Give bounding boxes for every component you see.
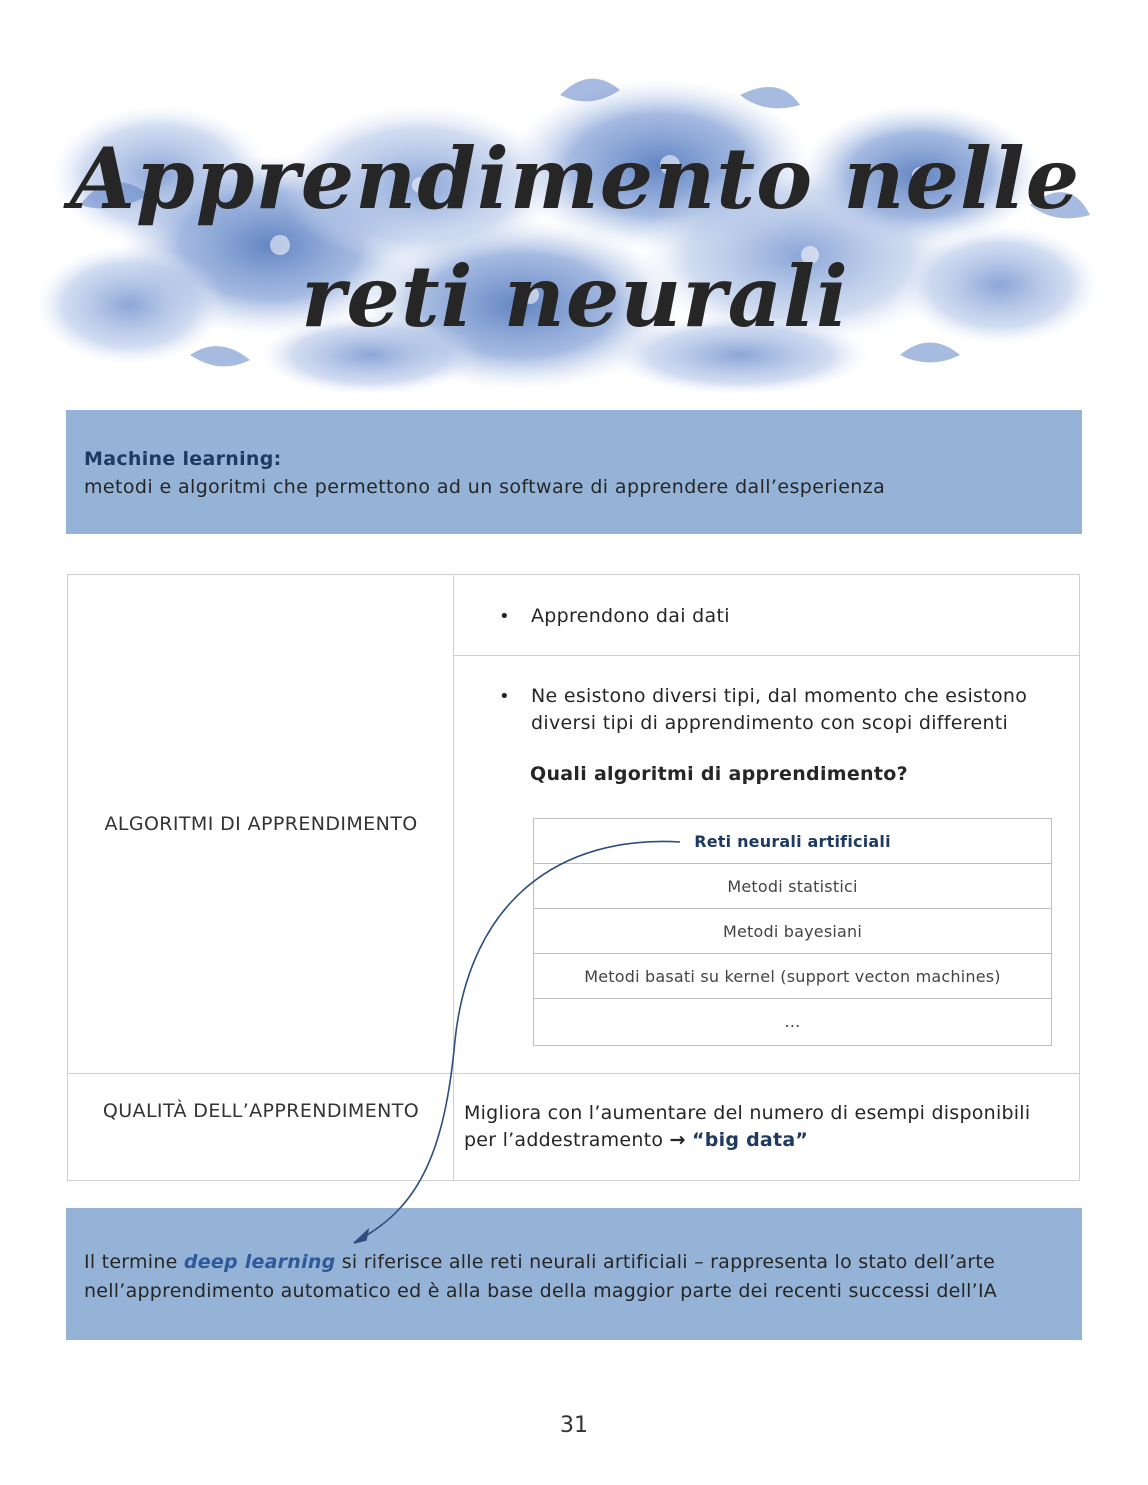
page-number: 31 <box>560 1413 588 1438</box>
quality-text-line1: Migliora con l’aumentare del numero di esempi disponibili <box>464 1102 1031 1124</box>
deep-learning-emphasis: deep learning <box>183 1251 336 1273</box>
deep-learning-line1: si riferisce alle reti neurali artificiali – rappresenta lo stato dell’arte <box>335 1251 996 1273</box>
algorithm-row: Metodi bayesiani <box>534 909 1051 954</box>
algorithm-row: Metodi basati su kernel (support vecton machines) <box>534 954 1051 999</box>
learning-algorithms-table <box>67 574 1080 1181</box>
bullet-item <box>499 603 730 630</box>
right-arrow-icon: → <box>669 1129 686 1151</box>
bullet-dot-icon: • <box>499 686 510 707</box>
algorithm-row: Metodi statistici <box>534 864 1051 909</box>
machine-learning-definition-box <box>66 410 1082 534</box>
page-title-line1: Apprendimento nelle <box>69 129 1081 228</box>
machine-learning-term: Machine learning: <box>84 448 282 470</box>
algorithm-row: Reti neurali artificiali <box>534 819 1051 864</box>
bullet-item <box>499 683 1028 737</box>
deep-learning-prefix: Il termine <box>84 1251 184 1273</box>
bullet-text: Apprendono dai dati <box>531 605 730 627</box>
bullet-text-line2: diversi tipi di apprendimento con scopi differenti <box>531 712 1009 734</box>
page-title-line2: reti neurali <box>301 247 849 346</box>
row-label-quality: QUALITÀ DELL’APPRENDIMENTO <box>102 1100 420 1122</box>
bullet-dot-icon: • <box>499 606 510 627</box>
big-data-highlight: “big data” <box>692 1129 809 1151</box>
machine-learning-definition: metodi e algoritmi che permettono ad un software di apprendere dall’esperienza <box>84 476 886 498</box>
row-label-algorithms: ALGORITMI DI APPRENDIMENTO <box>104 813 418 835</box>
deep-learning-text <box>84 1248 1074 1306</box>
table-column-divider <box>453 575 454 1180</box>
deep-learning-box <box>66 1208 1082 1340</box>
page-title <box>60 120 1090 356</box>
table-cell-divider <box>454 655 1079 656</box>
algorithm-list-table <box>533 818 1052 1046</box>
bullet-text-line1: Ne esistono diversi tipi, dal momento che esistono <box>531 685 1028 707</box>
quality-description <box>464 1100 1064 1154</box>
deep-learning-line2: nell’apprendimento automatico ed è alla base della maggior parte dei recenti successi dell’IA <box>84 1280 998 1302</box>
algorithm-row: … <box>784 1012 801 1031</box>
table-row-divider <box>68 1073 1079 1074</box>
quality-text-line2: per l’addestramento <box>464 1129 664 1151</box>
algorithms-question: Quali algoritmi di apprendimento? <box>530 763 908 785</box>
